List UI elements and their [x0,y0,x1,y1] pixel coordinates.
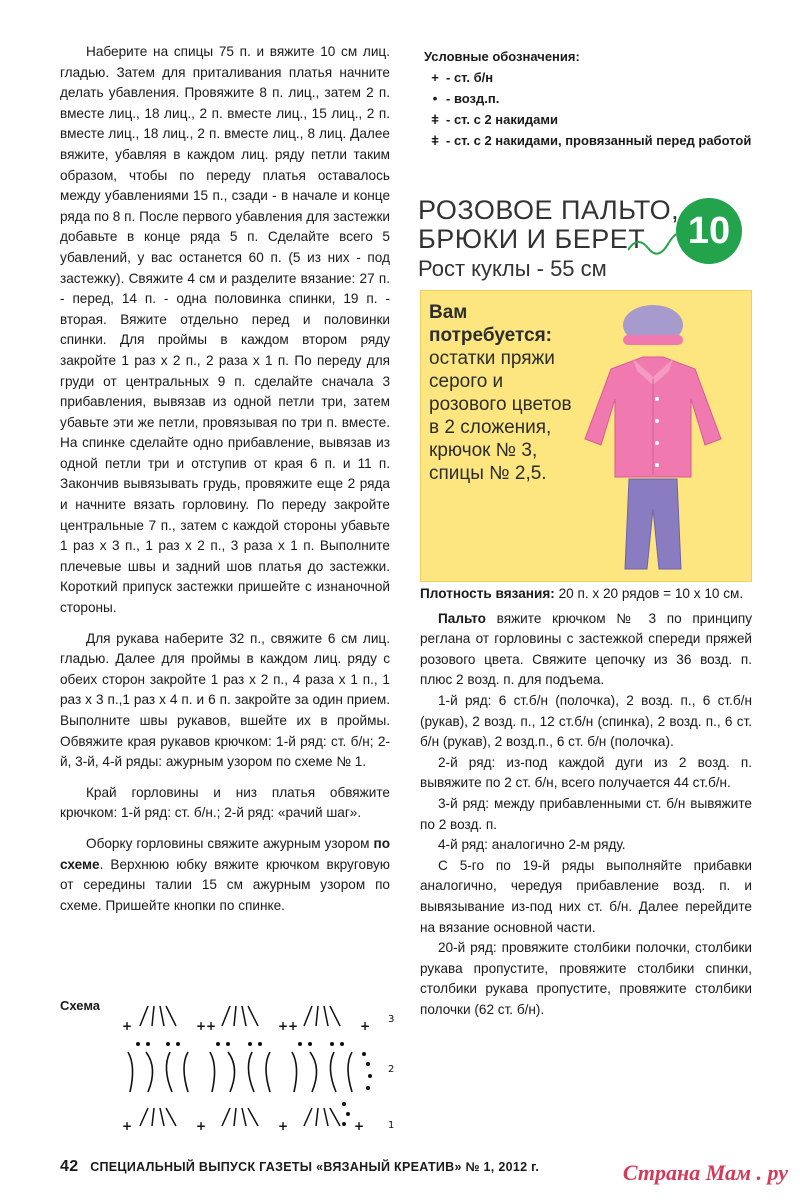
density-paragraph [420,584,752,605]
row-instruction: 3-й ряд: между прибавленными ст. б/н вывяжите по 2 возд. п. [420,795,752,832]
materials-heading: Вам потребуется: [429,302,552,346]
scheme-row-number: 1 [388,1120,395,1131]
front-post-double-treble-symbol-icon: ǂ [431,133,439,148]
paragraph-ruffle [60,834,390,916]
svg-text:++: ++ [196,1019,217,1033]
legend-item [424,130,784,151]
paragraph-sleeve: Для рукава наберите 32 п., свяжите 6 см лиц. гладью. Далее для проймы в каждом лиц. ряду с обеих сторон закройте 1 раз х 2 п., 4 раза х 1 п., 1 раз х 3 п.,1 раз х 4 п. и 6 п. закройте за один прием. Выполните швы рукавов, вшейте их в проймы. Обвяжите края рукавов крючком: 1-й ряд: ст. б/н; 2-й, 3-й, 4-й ряды: ажурным узором по схеме № 1. [60,630,390,770]
ruffle-text-a: Оборку горловины свяжите ажурным узором [86,835,374,851]
section-header [418,196,788,288]
materials-box [420,290,752,582]
site-watermark: Страна Мам . ру [622,1160,788,1185]
paragraph-neckline-edge: Край горловины и низ платья обвяжите крючком: 1-й ряд: ст. б/н.; 2-й ряд: «рачий шаг». [60,784,390,821]
row-instruction: 1-й ряд: 6 ст.б/н (полочка), 2 возд. п., 6 ст.б/н (рукав), 2 возд. п., 12 ст.б/н (спинка), 2 возд. п., 6 ст. б/н (рукав), 2 возд.п., 6 ст. б/н (полочка). [420,692,752,750]
row-instruction: 2-й ряд: из-под каждой дуги из 2 возд. п. вывяжите по 2 ст. б/н, всего получается 44 ст.б/н. [420,754,752,791]
page-number: 42 [60,1158,79,1175]
right-text-column [420,584,752,1020]
legend-item-text: - ст. с 2 накидами [446,112,558,127]
page-title-line1: РОЗОВОЕ ПАЛЬТО, [418,195,680,225]
crochet-chart-diagram [118,996,400,1136]
legend-title: Условные обозначения: [424,49,580,64]
row-instruction: 4-й ряд: аналогично 2-м ряду. [438,837,626,853]
legend-item-text: - возд.п. [446,91,500,106]
doll-height-subtitle: Рост куклы - 55 см [418,256,607,281]
symbol-legend [424,46,784,151]
legend-item [424,67,784,88]
coat-paragraph [420,609,752,691]
svg-text:++: ++ [278,1019,299,1033]
materials-list: остатки пряжи серого и розового цветов в 2 сложения, крючок № 3, спицы № 2,5. [429,348,572,484]
legend-item [424,109,784,130]
row-instruction: 20-й ряд: провяжите столбики полочки, столбики рукава пропустите, провяжите столбики спинки, столбики рукава пропустите, провяжите столбики полочки (62 ст. б/н). [420,940,752,1017]
svg-text:+: + [354,1119,365,1133]
legend-item [424,88,784,109]
coat-text: вяжите крючком № 3 по принципу реглана от горловины с застежкой спереди пряжей розового цвета. Свяжите цепочку из 36 возд. п. плюс 2 возд. п. для подъема. [420,610,752,688]
svg-text:+: + [278,1119,289,1133]
legend-item-text: - ст. с 2 накидами, провязанный перед работой [446,133,752,148]
double-treble-symbol-icon: ǂ [431,112,439,127]
left-text-column [60,42,390,916]
crochet-scheme [60,996,400,1136]
coat-label: Пальто [438,610,486,626]
ruffle-text-b: . Верхнюю юбку вяжите крючком вкруговую от середины талии 15 см ажурным узором по схеме. Пришейте кнопки по спинке. [60,856,390,913]
page-footer [60,1158,680,1176]
ruffle-scheme-ref: по схеме [60,835,390,872]
svg-text:+: + [196,1119,207,1133]
dot-symbol-icon: • [432,91,438,106]
pattern-number-badge: 10 [676,198,742,264]
publication-title: СПЕЦИАЛЬНЫЙ ВЫПУСК ГАЗЕТЫ «ВЯЗАНЫЙ КРЕАТИВ» № 1, 2012 г. [90,1160,540,1174]
row-instruction: С 5-го по 19-й ряды выполняйте прибавки аналогично, чередуя прибавление возд. п. и вывязывание из-под них ст. б/н. Далее перейдите на вязание основной части. [420,857,752,935]
density-label: Плотность вязания: [420,586,555,601]
materials-text [429,301,579,485]
svg-text:+: + [122,1019,133,1033]
page-title-line2: БРЮКИ И БЕРЕТ [418,224,646,254]
scheme-row-number: 2 [388,1064,395,1075]
yarn-strand-icon [628,230,688,260]
legend-item-text: - ст. б/н [446,70,494,85]
plus-symbol-icon: + [431,70,439,85]
scheme-label: Схема [60,998,101,1013]
scheme-row-number: 3 [388,1014,395,1025]
paragraph-dress-body: Наберите на спицы 75 п. и вяжите 10 см лиц. гладью. Затем для приталивания платья начните делать убавления. Провяжите 8 п. лиц., затем 2 п. вместе лиц., 18 лиц., 2 п. вместе лиц., 15 лиц., 2 п. вместе лиц., 18 лиц., 2 п. вместе лиц., 8 лиц. Далее вяжите, убавляя в каждом лиц. ряду петли таким образом, чтобы по переду платья оставалось между убавлениями 15 п., сзади - в начале и конце ряда по 8 п. После первого убавления для застежки добавьте в конце ряда 5 п. Сделайте всего 5 убавлений, у вас останется 60 п. (5 из них - под застежку). Свяжите 4 см и разделите вязание: 27 п. - перед, 14 п. - одна половинка спинки, 19 п. - вторая. Вяжите отдельно перед и половинки спинки. Для проймы в каждом втором ряду закройте 1 раз х 2 п., 2 раза х 1 п. По переду для груди от центральных 9 п. сделайте сначала 3 прибавления, вывязав из одной петли три, затем убавьте эти же петли, провязывая по три п. вместе. На спинке сделайте одно прибавление, вывязав из одной петли три и отступив от края 6 п. и 11 п. Закончив вывязывать грудь, провяжите еще 2 ряда и начните вязать горловину. По переду закройте центральные 7 п., затем с каждой стороны убавьте 1 раз х 3 п., 1 раз х 2 п., 3 раза х 1 п. Выполните плечевые швы и задний шов платья до застежки. Короткий припуск застежки пришейте с изнаночной стороны. [60,44,390,616]
svg-text:+: + [122,1119,133,1133]
doll-outfit-photo [581,299,746,574]
density-text: 20 п. х 20 рядов = 10 х 10 см. [554,586,744,601]
svg-text:+: + [360,1019,371,1033]
